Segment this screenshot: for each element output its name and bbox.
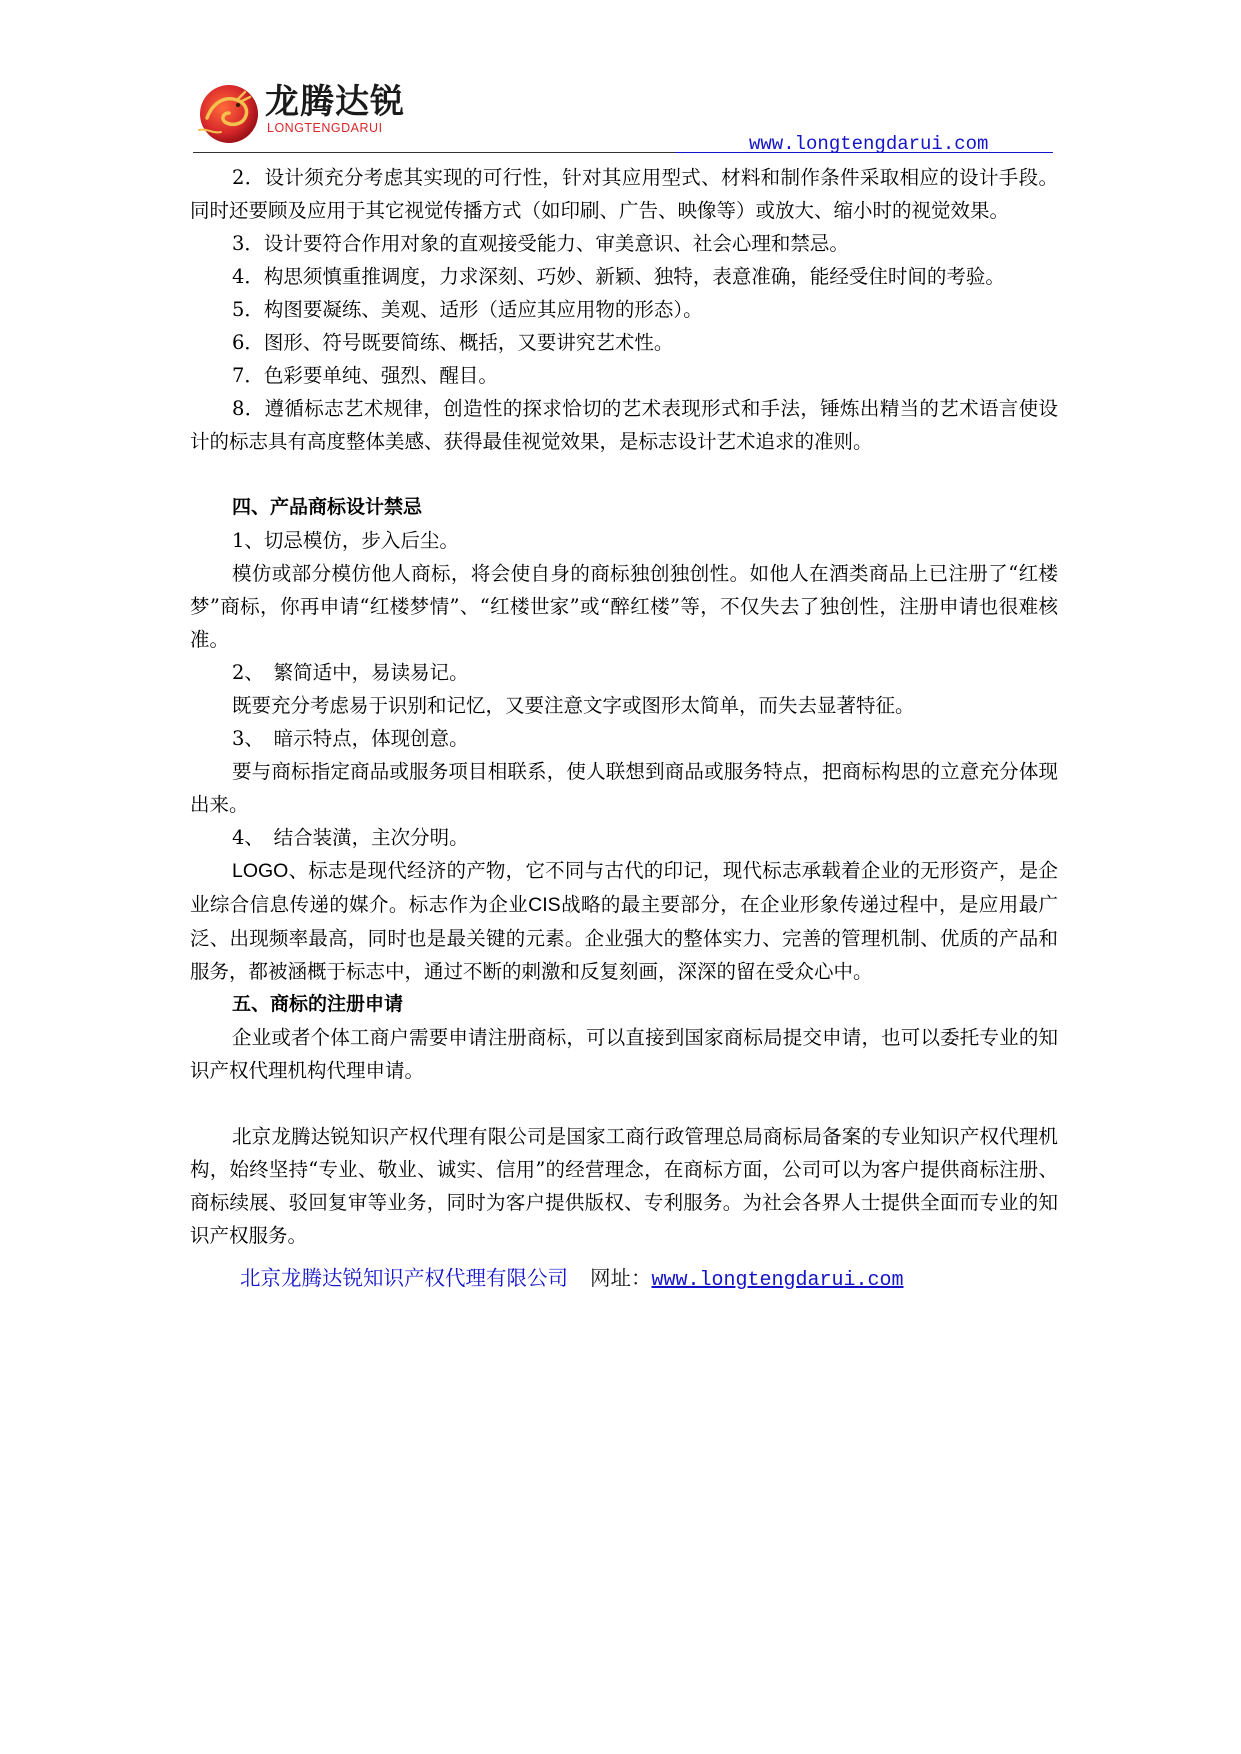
footer-website-link[interactable]: www.longtengdarui.com bbox=[651, 1269, 904, 1292]
taboo-2-body: 既要充分考虑易于识别和记忆，又要注意文字或图形太简单，而失去显著特征。 bbox=[232, 694, 915, 717]
design-rule-2: 2．设计须充分考虑其实现的可行性，针对其应用型式、材料和制作条件采取相应的设计手段。同时还要顾及应用于其它视觉传播方式（如印刷、广告、映像等）或放大、缩小时的视觉效果。 bbox=[190, 166, 1058, 222]
design-rule-6: 6．图形、符号既要简练、概括，又要讲究艺术性。 bbox=[232, 331, 674, 354]
registration-body: 企业或者个体工商户需要申请注册商标，可以直接到国家商标局提交申请，也可以委托专业的知识产权代理机构代理申请。 bbox=[190, 1026, 1058, 1082]
section-4-heading: 四、产品商标设计禁忌 bbox=[232, 496, 423, 518]
company-intro: 北京龙腾达锐知识产权代理有限公司是国家工商行政管理总局商标局备案的专业知识产权代理机构，始终坚持“专业、敬业、诚实、信用”的经营理念，在商标方面，公司可以为客户提供商标注册、商标续展、驳回复审等业务，同时为客户提供版权、专利服务。为社会各界人士提供全面而专业的知识产权服务。 bbox=[190, 1125, 1058, 1247]
taboo-4-body-part-1: 、标志是现代经济的产物，它不同与古代的印记，现代标志承载着企业的无形资产，是企业综合信息传递的媒介。标志作为企业 bbox=[190, 859, 1058, 916]
document-body bbox=[190, 161, 1058, 1297]
design-rule-4: 4．构思须慎重推调度，力求深刻、巧妙、新颖、独特，表意准确，能经受住时间的考验。 bbox=[232, 265, 1005, 288]
design-rule-5: 5．构图要凝练、美观、适形（适应其应用物的形态）。 bbox=[232, 298, 703, 321]
dragon-emblem-icon bbox=[193, 78, 263, 148]
footer-url-label: 网址： bbox=[590, 1266, 652, 1290]
footer-contact bbox=[190, 1262, 1058, 1297]
page-header bbox=[193, 78, 1053, 154]
taboo-4-title: 4、 结合装潢，主次分明。 bbox=[232, 826, 469, 849]
design-rule-7: 7．色彩要单纯、强烈、醒目。 bbox=[232, 364, 498, 387]
header-url-underline bbox=[675, 152, 1053, 153]
taboo-4-body-part-2: 战略的最主要部分，在企业形象传递过程中，是应用最广泛、出现频率最高，同时也是最关键的元素。企业强大的整体实力、完善的管理机制、优质的产品和服务，都被涵概于标志中，通过不断的刺激和反复刻画，深深的留在受众心中。 bbox=[190, 893, 1058, 983]
spacer bbox=[190, 1087, 1058, 1120]
company-logo bbox=[193, 78, 413, 148]
logo-chinese-name: 龙腾达锐 bbox=[265, 82, 405, 122]
taboo-3-body: 要与商标指定商品或服务项目相联系，使人联想到商品或服务特点，把商标构思的立意充分体现出来。 bbox=[190, 760, 1058, 816]
logo-english-name: LONGTENGDARUI bbox=[267, 121, 383, 135]
section-5-heading: 五、商标的注册申请 bbox=[232, 993, 404, 1015]
design-rule-8: 8．遵循标志艺术规律，创造性的探求恰切的艺术表现形式和手法，锤炼出精当的艺术语言使设计的标志具有高度整体美感、获得最佳视觉效果，是标志设计艺术追求的准则。 bbox=[190, 397, 1058, 453]
logo-term: LOGO bbox=[232, 860, 289, 882]
taboo-1-title: 1、切忌模仿，步入后尘。 bbox=[232, 529, 459, 552]
taboo-2-title: 2、 繁简适中，易读易记。 bbox=[232, 661, 469, 684]
taboo-4-body bbox=[190, 854, 1058, 988]
taboo-1-body: 模仿或部分模仿他人商标，将会使自身的商标独创独创性。如他人在酒类商品上已注册了“红楼梦”商标，你再申请“红楼梦情”、“红楼世家”或“醉红楼”等，不仅失去了独创性，注册申请也很难核准。 bbox=[190, 562, 1058, 651]
cis-term: CIS bbox=[528, 894, 561, 916]
header-website-link[interactable]: www.longtengdarui.com bbox=[749, 133, 989, 155]
design-rule-3: 3．设计要符合作用对象的直观接受能力、审美意识、社会心理和禁忌。 bbox=[232, 232, 849, 255]
footer-company-name: 北京龙腾达锐知识产权代理有限公司 bbox=[240, 1266, 568, 1290]
taboo-3-title: 3、 暗示特点，体现创意。 bbox=[232, 727, 469, 750]
spacer bbox=[190, 458, 1058, 491]
